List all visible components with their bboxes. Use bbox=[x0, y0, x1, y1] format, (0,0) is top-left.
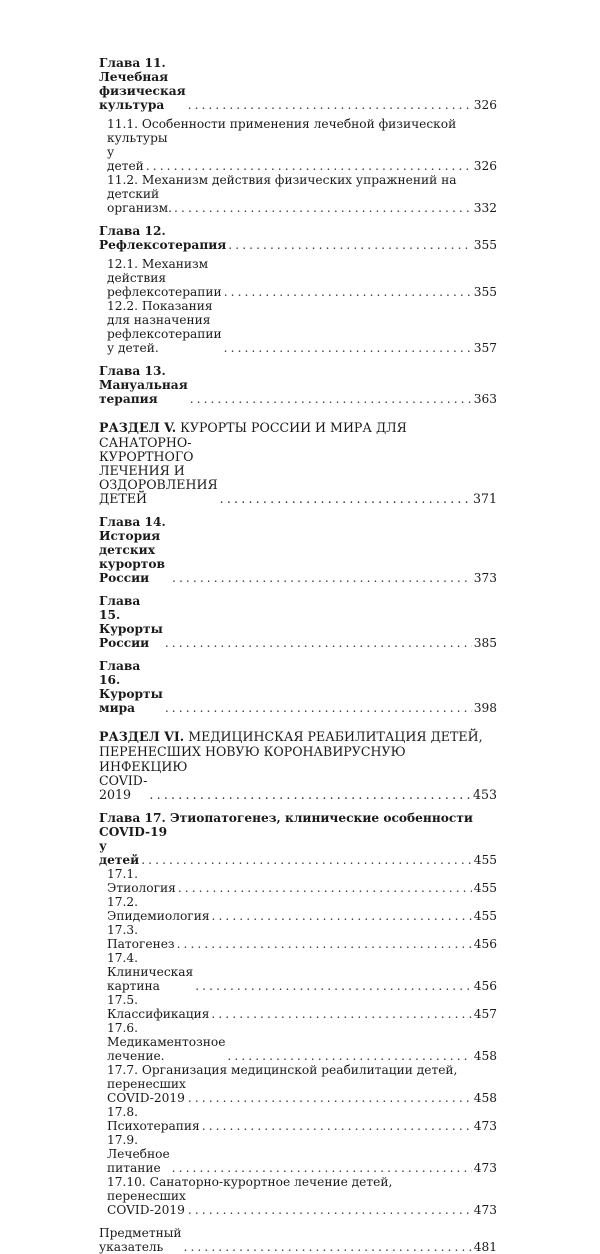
page-number: 355 bbox=[473, 238, 497, 252]
page-number: 458 bbox=[473, 1049, 497, 1063]
subsection-title-line2: перенесших COVID-2019 bbox=[107, 1189, 186, 1217]
dot-leader bbox=[165, 636, 472, 650]
chapter-label: Глава 11. bbox=[99, 56, 166, 70]
chapter-title: Рефлексотерапия bbox=[99, 238, 227, 252]
dot-leader bbox=[149, 788, 471, 802]
chapter-label: Глава 14. bbox=[99, 515, 166, 529]
section-label: РАЗДЕЛ VI. bbox=[99, 729, 185, 744]
toc-chapter-14[interactable] bbox=[99, 515, 497, 585]
toc-subsection-12-2[interactable] bbox=[99, 299, 497, 355]
dot-leader bbox=[211, 1007, 471, 1021]
dot-leader bbox=[195, 979, 472, 993]
dot-leader bbox=[228, 238, 471, 252]
page-number: 457 bbox=[473, 1007, 497, 1021]
subsection-title: 17.1. Этиология bbox=[107, 867, 176, 895]
toc-subsection-17-2[interactable] bbox=[99, 895, 497, 923]
page-number: 456 bbox=[473, 937, 497, 951]
toc-chapter-17[interactable] bbox=[99, 811, 497, 867]
page-number: 371 bbox=[472, 491, 497, 506]
table-of-contents bbox=[99, 56, 497, 1254]
page-number: 473 bbox=[473, 1119, 497, 1133]
chapter-title: История детских курортов России bbox=[99, 529, 165, 585]
toc-subsection-11-1[interactable] bbox=[99, 117, 497, 173]
subsection-title-line2: у детей bbox=[107, 145, 144, 173]
dot-leader bbox=[178, 881, 472, 895]
chapter-label: Глава 16. bbox=[99, 659, 141, 687]
toc-chapter-16[interactable] bbox=[99, 659, 497, 715]
toc-subsection-17-9[interactable] bbox=[99, 1133, 497, 1175]
toc-subsection-17-3[interactable] bbox=[99, 923, 497, 951]
chapter-label: Глава 15. bbox=[99, 594, 141, 622]
dot-leader bbox=[224, 341, 472, 355]
dot-leader bbox=[212, 909, 472, 923]
toc-subject-index[interactable] bbox=[99, 1226, 497, 1254]
chapter-label: Глава 13. bbox=[99, 364, 166, 378]
section-title-line1: МЕДИЦИНСКАЯ РЕАБИЛИТАЦИЯ ДЕТЕЙ, bbox=[188, 729, 483, 744]
subsection-title-line2: перенесших COVID-2019 bbox=[107, 1077, 186, 1105]
page-number: 473 bbox=[473, 1203, 497, 1217]
page-number: 481 bbox=[473, 1240, 497, 1254]
section-label: РАЗДЕЛ V. bbox=[99, 420, 177, 435]
page-number: 326 bbox=[473, 98, 497, 112]
toc-subsection-17-5[interactable] bbox=[99, 993, 497, 1021]
section-title-line3: COVID-2019 bbox=[99, 773, 148, 802]
dot-leader bbox=[177, 937, 472, 951]
toc-subsection-17-7[interactable] bbox=[99, 1063, 497, 1105]
dot-leader bbox=[165, 701, 472, 715]
chapter-title: Курорты мира bbox=[99, 687, 163, 715]
subsection-title-line1: 11.1. Особенности применения лечебной физической культуры bbox=[107, 117, 457, 145]
dot-leader bbox=[227, 1049, 471, 1063]
page-number: 363 bbox=[473, 392, 497, 406]
dot-leader bbox=[190, 392, 472, 406]
page-number: 455 bbox=[473, 853, 497, 867]
subsection-title-line1: 17.7. Организация медицинской реабилитации детей, bbox=[107, 1063, 458, 1077]
toc-chapter-15[interactable] bbox=[99, 594, 497, 650]
toc-subsection-12-1[interactable] bbox=[99, 257, 497, 299]
page-number: 332 bbox=[473, 201, 497, 215]
dot-leader bbox=[174, 201, 472, 215]
page-number: 357 bbox=[473, 341, 497, 355]
dot-leader bbox=[184, 1240, 472, 1254]
dot-leader bbox=[202, 1119, 472, 1133]
subsection-title: 17.5. Классификация bbox=[107, 993, 210, 1021]
subsection-title: 12.2. Показания для назначения рефлексотерапии у детей. bbox=[107, 299, 222, 355]
dot-leader bbox=[220, 492, 471, 506]
chapter-title: Лечебная физическая культура bbox=[99, 70, 186, 112]
dot-leader bbox=[188, 98, 472, 112]
dot-leader bbox=[146, 159, 472, 173]
toc-subsection-11-2[interactable] bbox=[99, 173, 497, 215]
toc-subsection-17-6[interactable] bbox=[99, 1021, 497, 1063]
chapter-title: Мануальная терапия bbox=[99, 378, 188, 406]
dot-leader bbox=[141, 853, 472, 867]
chapter-label: Глава 17. bbox=[99, 811, 166, 825]
page-number: 398 bbox=[473, 701, 497, 715]
section-title-line2: ПЕРЕНЕСШИХ НОВУЮ КОРОНАВИРУСНУЮ ИНФЕКЦИЮ bbox=[99, 744, 406, 774]
subsection-title: 17.2. Эпидемиология bbox=[107, 895, 210, 923]
page-number: 458 bbox=[473, 1091, 497, 1105]
page-number: 455 bbox=[473, 909, 497, 923]
toc-subsection-17-8[interactable] bbox=[99, 1105, 497, 1133]
toc-subsection-17-4[interactable] bbox=[99, 951, 497, 993]
toc-section-5[interactable] bbox=[99, 420, 497, 506]
subsection-title: 17.4. Клиническая картина bbox=[107, 951, 194, 993]
subsection-title: 17.6. Медикаментозное лечение. bbox=[107, 1021, 226, 1063]
page-number: 373 bbox=[473, 571, 497, 585]
page-number: 385 bbox=[473, 636, 497, 650]
chapter-title-line2: у детей bbox=[99, 839, 140, 867]
page-number: 473 bbox=[473, 1161, 497, 1175]
dot-leader bbox=[188, 1203, 472, 1217]
toc-chapter-11[interactable] bbox=[99, 56, 497, 112]
dot-leader bbox=[224, 285, 472, 299]
chapter-title: Курорты России bbox=[99, 622, 163, 650]
toc-chapter-12[interactable] bbox=[99, 224, 497, 252]
page-number: 456 bbox=[473, 979, 497, 993]
section-title-line2: КУРОРТНОГО ЛЕЧЕНИЯ И ОЗДОРОВЛЕНИЯ ДЕТЕЙ bbox=[99, 449, 218, 506]
toc-subsection-17-10[interactable] bbox=[99, 1175, 497, 1217]
subsection-title: 17.3. Патогенез bbox=[107, 923, 175, 951]
subsection-title: 12.1. Механизм действия рефлексотерапии bbox=[107, 257, 222, 299]
subsection-title-line2: организм. bbox=[107, 201, 173, 215]
dot-leader bbox=[172, 571, 472, 585]
dot-leader bbox=[172, 1161, 472, 1175]
chapter-title-line1: Этиопатогенез, клинические особенности COVID-19 bbox=[99, 811, 473, 839]
page-number: 455 bbox=[473, 881, 497, 895]
subsection-title-line1: 17.10. Санаторно-курортное лечение детей, bbox=[107, 1175, 393, 1189]
page-number: 355 bbox=[473, 285, 497, 299]
section-title-line1: КУРОРТЫ РОССИИ И МИРА ДЛЯ САНАТОРНО- bbox=[99, 420, 407, 450]
subsection-title: 17.9. Лечебное питание bbox=[107, 1133, 170, 1175]
subsection-title: 17.8. Психотерапия bbox=[107, 1105, 200, 1133]
subsection-title-line1: 11.2. Механизм действия физических упражнений на детский bbox=[107, 173, 457, 201]
toc-chapter-13[interactable] bbox=[99, 364, 497, 406]
chapter-label: Глава 12. bbox=[99, 224, 166, 238]
page-number: 326 bbox=[473, 159, 497, 173]
dot-leader bbox=[188, 1091, 472, 1105]
toc-subsection-17-1[interactable] bbox=[99, 867, 497, 895]
page-number: 453 bbox=[472, 787, 497, 802]
toc-section-6[interactable] bbox=[99, 729, 497, 802]
index-title: Предметный указатель bbox=[99, 1226, 182, 1254]
